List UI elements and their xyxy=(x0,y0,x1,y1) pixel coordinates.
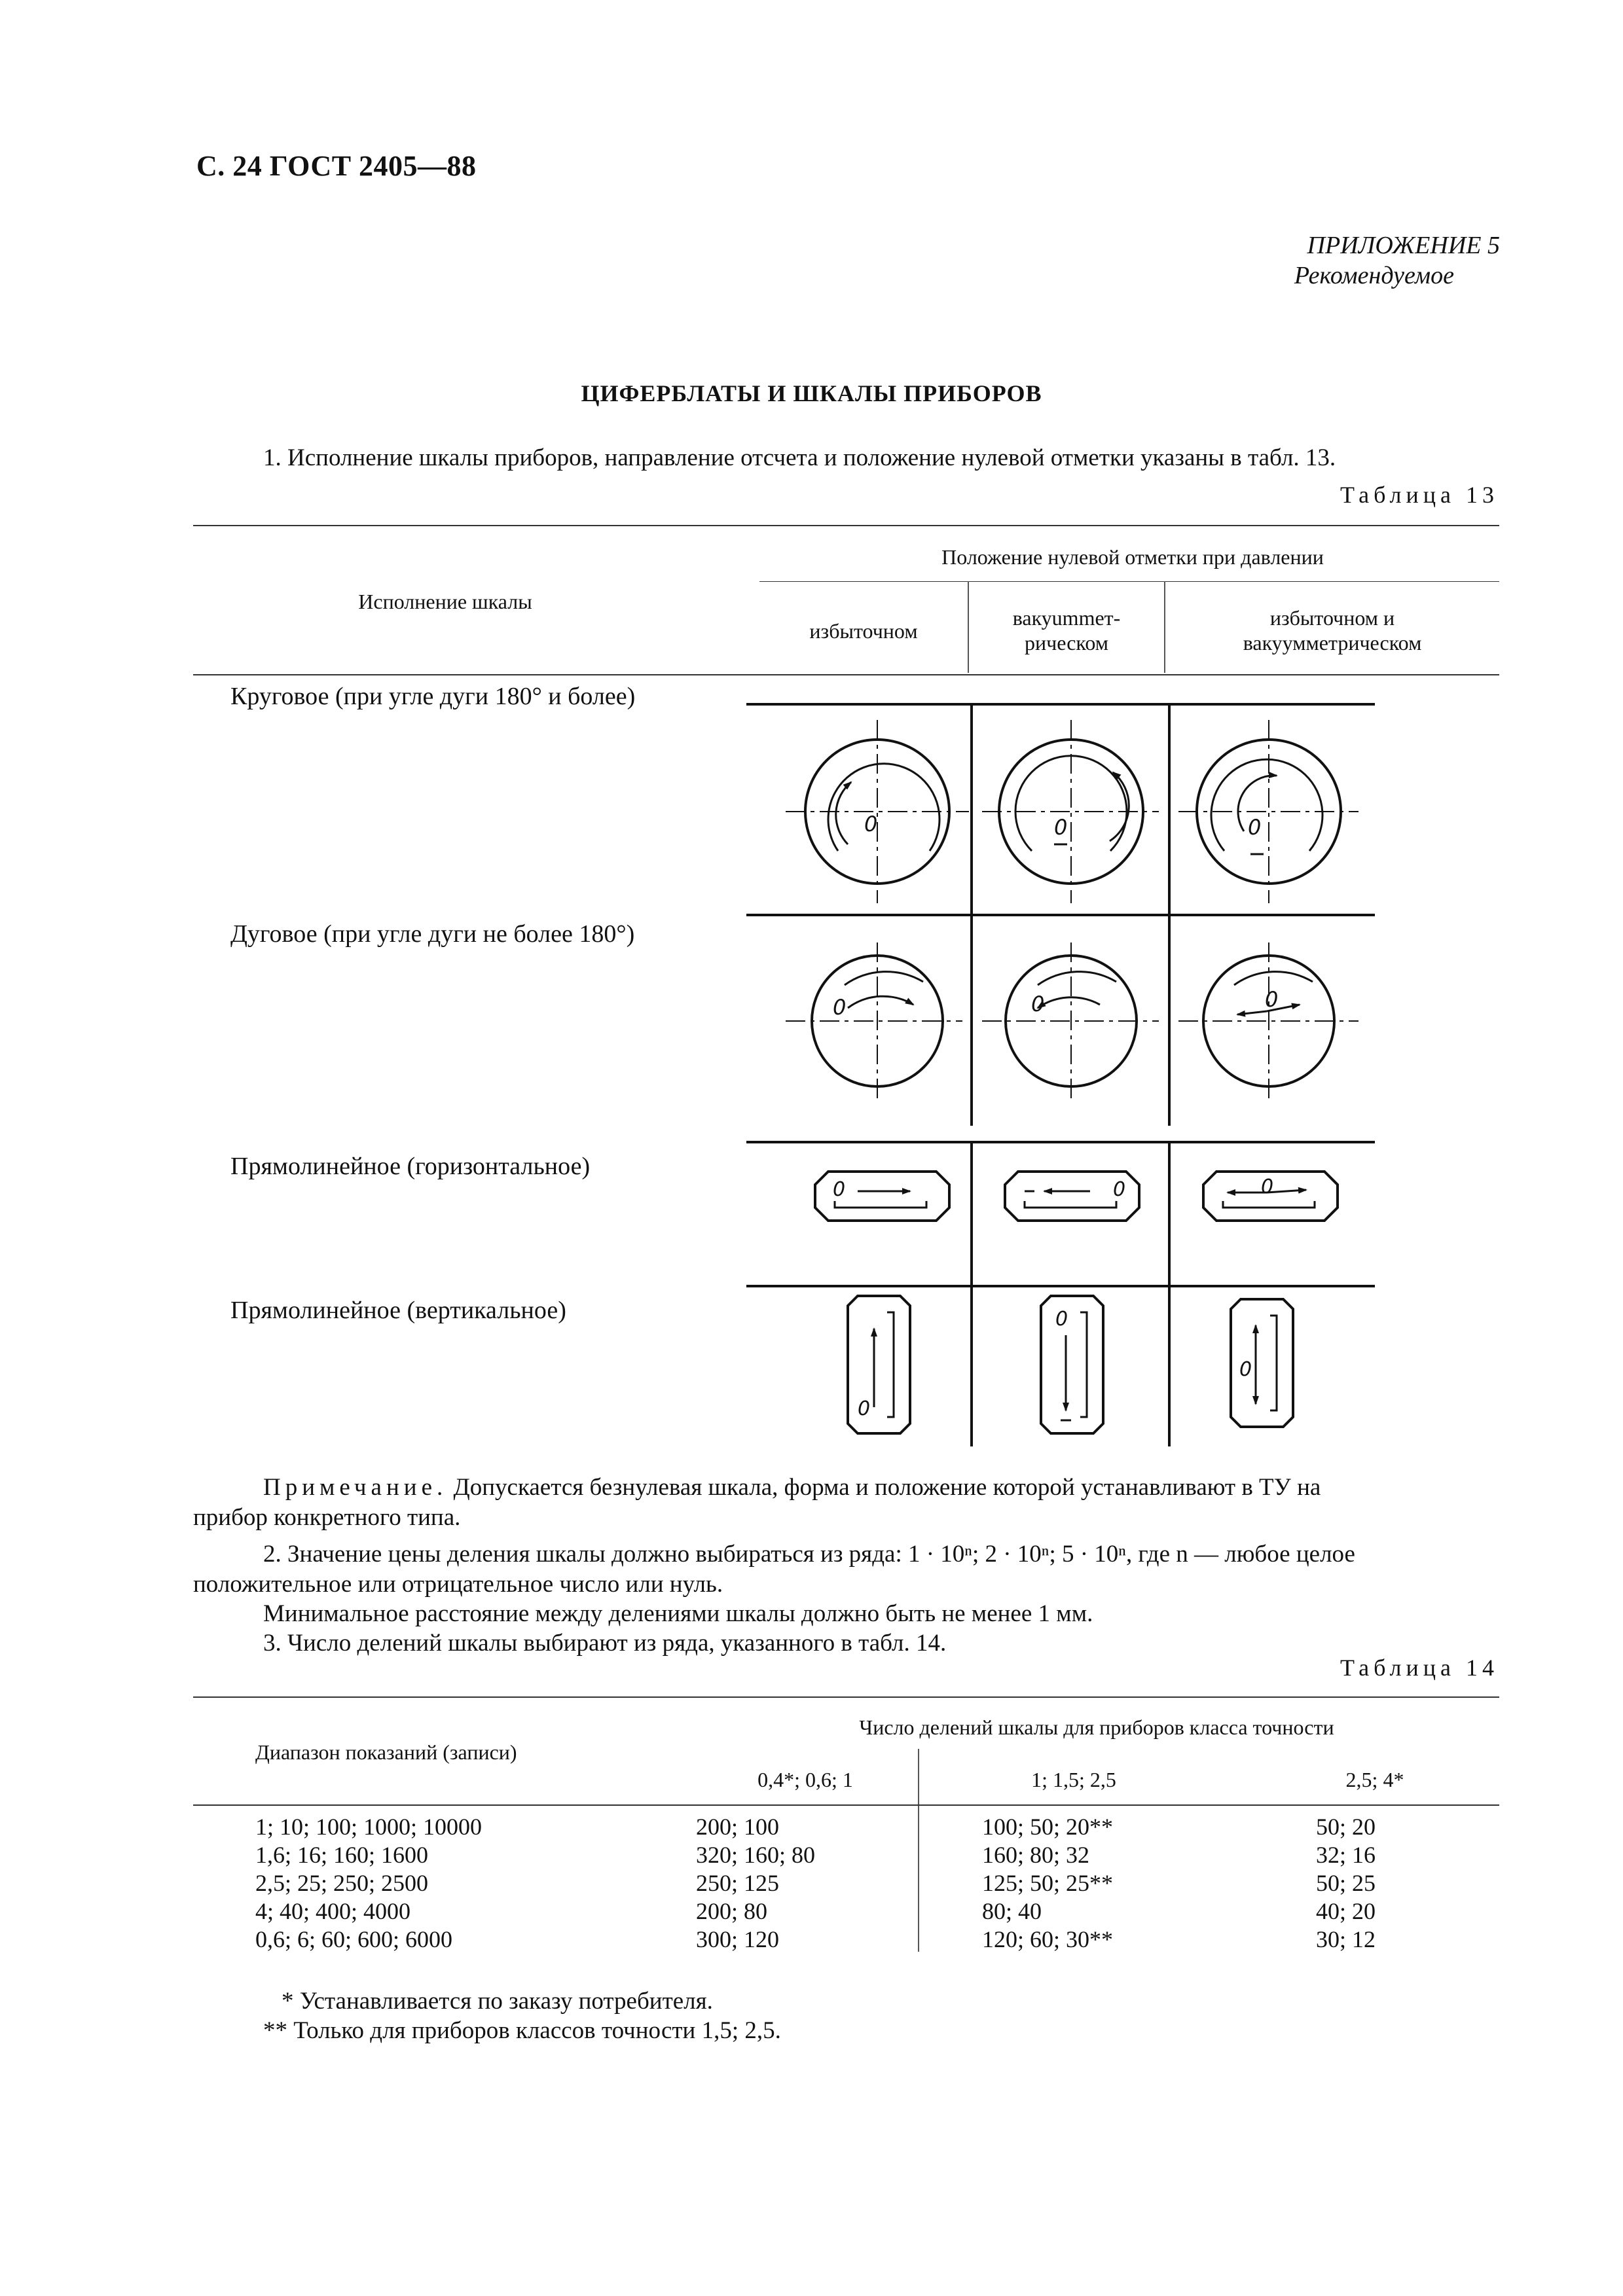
table14-divider xyxy=(918,1749,919,1952)
table-cell: 50; 25 xyxy=(1316,1870,1376,1896)
para2-line3: Минимальное расстояние между делениями шкалы должно быть не менее 1 мм. xyxy=(263,1600,1093,1627)
row-label-arc: Дуговое (при угле дуги не более 180°) xyxy=(230,920,635,948)
dial-arc-both xyxy=(1178,942,1359,1100)
note-text-1: Допускается безнулевая шкала, форма и положение которой устанавливают в ТУ на xyxy=(453,1474,1321,1501)
dial-arc-vacuum xyxy=(982,942,1159,1100)
note-line-1 xyxy=(263,1473,1321,1503)
table14-col-range: Диапазон показаний (записи) xyxy=(255,1740,517,1764)
col-both-line1: избыточном и xyxy=(1269,606,1395,630)
para2-line1: 2. Значение цены деления шкалы должно выбираться из ряда: 1 · 10ⁿ; 2 · 10ⁿ; 5 · 10ⁿ, где n — любое целое xyxy=(263,1541,1355,1568)
row-label-horizontal: Прямолинейное (горизонтальное) xyxy=(230,1153,591,1180)
table14-header-rule xyxy=(193,1804,1499,1806)
zero-mark-2: 0 xyxy=(1054,815,1068,840)
table-row: 2,5; 25; 250; 2500 xyxy=(255,1870,429,1896)
table-cell: 50; 20 xyxy=(1316,1814,1376,1840)
row-label-vertical: Прямолинейное (вертикальное) xyxy=(230,1297,566,1324)
dial-arc-excess xyxy=(786,942,962,1100)
paragraph-1: 1. Исполнение шкалы приборов, направление отсчета и положение нулевой отметки указаны в табл. 13. xyxy=(263,444,1336,471)
zero-mark-7: 0 xyxy=(833,1178,846,1201)
table-row: 1,6; 16; 160; 1600 xyxy=(255,1842,429,1868)
table14-col-c: 2,5; 4* xyxy=(1345,1768,1404,1791)
table-row: 0,6; 6; 60; 600; 6000 xyxy=(255,1926,453,1952)
zero-mark-10: 0 xyxy=(858,1397,871,1420)
table-row: 1; 10; 100; 1000; 10000 xyxy=(255,1814,483,1840)
zero-mark-8: 0 xyxy=(1113,1178,1126,1201)
table-cell: 200; 80 xyxy=(696,1898,768,1924)
table-cell: 120; 60; 30** xyxy=(982,1926,1114,1952)
table13-col-excess: избыточном xyxy=(809,619,918,643)
table-row: 4; 40; 400; 4000 xyxy=(255,1898,411,1924)
table13-caption: Таблица 13 xyxy=(1340,482,1499,508)
table-cell: 80; 40 xyxy=(982,1898,1042,1924)
appendix-status: Рекомендуемое xyxy=(1294,262,1454,289)
table14-range-column xyxy=(255,1813,482,1954)
dial-circular-both xyxy=(1178,720,1359,903)
col-vacuum-line2: рическом xyxy=(1025,631,1108,655)
zero-mark-3: 0 xyxy=(1248,815,1262,840)
table-cell: 160; 80; 32 xyxy=(982,1842,1090,1868)
paragraph-3: 3. Число делений шкалы выбирают из ряда, указанного в табл. 14. xyxy=(263,1630,947,1657)
table14-col-c-values xyxy=(1316,1813,1376,1954)
scale-vertical-vacuum xyxy=(1041,1296,1103,1433)
note-label: Примечание. xyxy=(263,1474,448,1501)
footnote-1: * Устанавливается по заказу потребителя. xyxy=(282,1988,713,2015)
table14-col-b: 1; 1,5; 2,5 xyxy=(1031,1768,1116,1791)
row-label-circular: Круговое (при угле дуги 180° и более) xyxy=(230,683,636,710)
zero-mark-12: 0 xyxy=(1239,1358,1252,1381)
zero-mark-9: 0 xyxy=(1261,1175,1274,1198)
table14-col-a: 0,4*; 0,6; 1 xyxy=(757,1768,853,1791)
zero-mark-11: 0 xyxy=(1055,1308,1068,1331)
table-cell: 250; 125 xyxy=(696,1870,780,1896)
table13-group-header: Положение нулевой отметки при давлении xyxy=(941,545,1324,569)
table13-col-execution: Исполнение шкалы xyxy=(358,590,532,613)
table14-col-a-values xyxy=(696,1813,815,1954)
dial-circular-vacuum xyxy=(982,720,1159,903)
table14-col-b-values xyxy=(982,1813,1113,1954)
table14-group-header: Число делений шкалы для приборов класса точности xyxy=(859,1715,1334,1739)
table-cell: 30; 12 xyxy=(1316,1926,1376,1952)
zero-mark-1: 0 xyxy=(864,812,878,836)
note-line-2: прибор конкретного типа. xyxy=(193,1504,461,1531)
zero-mark-5: 0 xyxy=(1031,992,1045,1016)
col-both-line2: вакуумметрическом xyxy=(1243,631,1422,655)
appendix-number: ПРИЛОЖЕНИЕ 5 xyxy=(1307,232,1500,259)
table14-top-rule xyxy=(193,1696,1499,1698)
table-cell: 320; 160; 80 xyxy=(696,1842,816,1868)
footnote-2: ** Только для приборов классов точности 1,5; 2,5. xyxy=(263,2017,781,2044)
table-cell: 32; 16 xyxy=(1316,1842,1376,1868)
page-header: С. 24 ГОСТ 2405—88 xyxy=(196,150,477,182)
table-cell: 125; 50; 25** xyxy=(982,1870,1114,1896)
table-cell: 200; 100 xyxy=(696,1814,780,1840)
table14-caption: Таблица 14 xyxy=(1340,1655,1499,1681)
zero-mark-4: 0 xyxy=(833,995,847,1020)
table-cell: 40; 20 xyxy=(1316,1898,1376,1924)
col-vacuum-line1: вакуummет- xyxy=(1012,606,1121,630)
section-title: ЦИФЕРБЛАТЫ И ШКАЛЫ ПРИБОРОВ xyxy=(581,380,1042,406)
table-cell: 100; 50; 20** xyxy=(982,1814,1114,1840)
table-cell: 300; 120 xyxy=(696,1926,780,1952)
para2-line2: положительное или отрицательное число или нуль. xyxy=(193,1571,723,1598)
zero-mark-6: 0 xyxy=(1265,987,1279,1012)
